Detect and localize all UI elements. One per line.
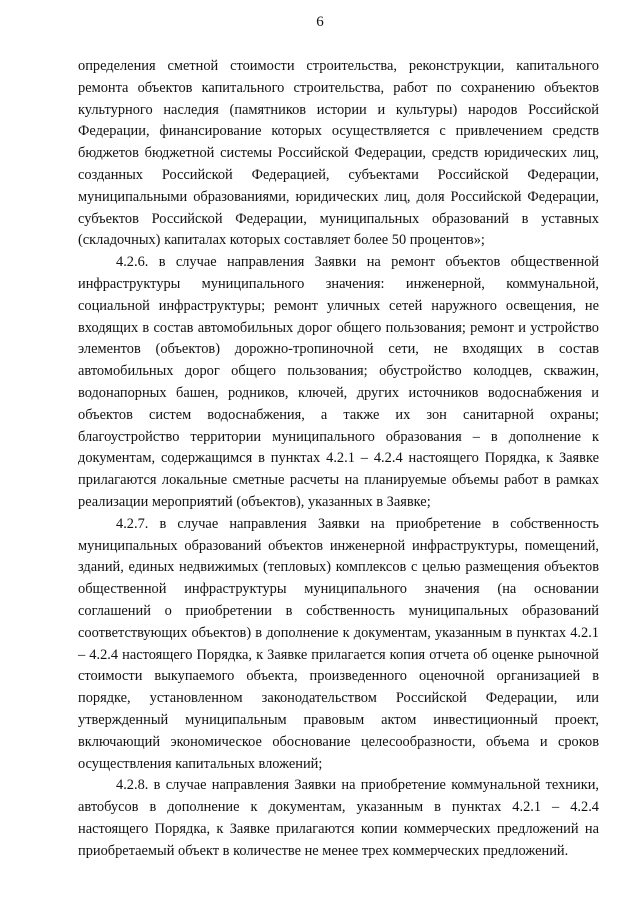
paragraph-4-2-7: 4.2.7. в случае направления Заявки на приобретение в собственность муниципальных образований объектов инженерной инфраструктуры, помещений, зданий, единых недвижимых (тепловых) комплексов с целью размещения объектов общественной инфраструктуры муниципального значения (на основании соглашений о приобретении в собственность муниципальных образований соответствующих объектов) в дополнение к документам, указанным в пунктах 4.2.1 – 4.2.4 настоящего Порядка, к Заявке прилагается копия отчета об оценке рыночной стоимости выкупаемого объекта, произведенного оценочной организацией в порядке, установленном законодательством Российской Федерации, или утвержденный муниципальным правовым актом инвестиционный проект, включающий экономическое обоснование целесообразности, объема и сроков осуществления капитальных вложений; [78, 515, 599, 772]
paragraph-4-2-8: 4.2.8. в случае направления Заявки на приобретение коммунальной техники, автобусов в дополнение к документам, указанным в пунктах 4.2.1 – 4.2.4 настоящего Порядка, к Заявке прилагаются копии коммерческих предложений на приобретаемый объект в количестве не менее трех коммерческих предложений. [78, 777, 599, 859]
page-number: 6 [316, 14, 324, 30]
paragraph-4-2-6: 4.2.6. в случае направления Заявки на ремонт объектов общественной инфраструктуры муниципального значения: инженерной, коммунальной, социальной инфраструктуры; ремонт уличных сетей наружного освещения, не входящих в состав автомобильных дорог общего пользования; ремонт и устройство элементов (объектов) дорожно-тропиночной сети, не входящих в состав автомобильных дорог общего пользования; обустройство колодцев, скважин, водонапорных башен, родников, ключей, других источников водоснабжения и объектов систем водоснабжения, а также их зон санитарной охраны; благоустройство территории муниципального образования – в дополнение к документам, содержащимся в пунктах 4.2.1 – 4.2.4 настоящего Порядка, к Заявке прилагаются локальные сметные расчеты на планируемые объемы работ в рамках реализации мероприятий (объектов), указанных в Заявке; [78, 254, 599, 510]
paragraph-continuation: определения сметной стоимости строительства, реконструкции, капитального ремонта объектов капитального строительства, работ по сохранению объектов культурного наследия (памятников истории и культуры) народов Российской Федерации, финансирование которых осуществляется с привлечением средств бюджетов бюджетной системы Российской Федерации, средств юридических лиц, созданных Российской Федерацией, субъектами Российской Федерации, муниципальными образованиями, юридических лиц, доля Российской Федерации, субъектов Российской Федерации, муниципальных образований в уставных (складочных) капиталах которых составляет более 50 процентов»; [78, 58, 599, 249]
document-body [78, 56, 599, 862]
